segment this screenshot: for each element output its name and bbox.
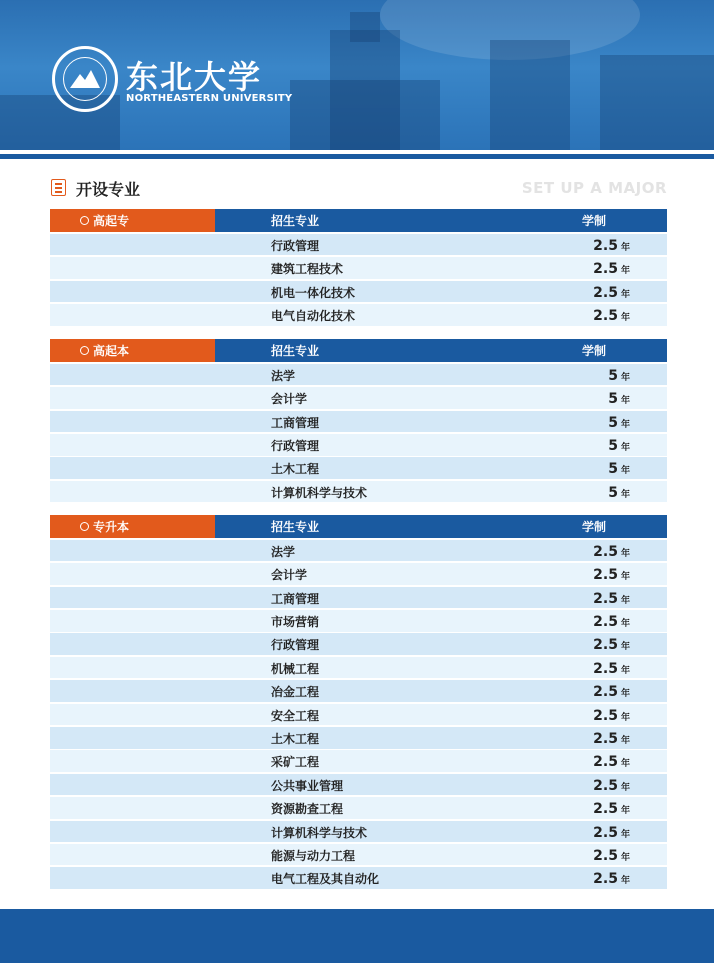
duration-value: 5 — [608, 484, 618, 501]
duration-value: 2.5 — [593, 237, 618, 254]
program-tag-label: 高起本 — [93, 344, 130, 358]
study-duration — [550, 775, 630, 794]
major-name: 安全工程 — [271, 708, 320, 723]
major-name: 能源与动力工程 — [271, 848, 356, 863]
program-table-gaoqiben — [50, 339, 667, 502]
study-duration — [550, 235, 630, 254]
major-name: 市场营销 — [271, 615, 320, 630]
duration-value: 2.5 — [593, 871, 618, 888]
table-row — [50, 257, 667, 279]
major-name: 冶金工程 — [271, 685, 320, 700]
study-duration — [550, 705, 630, 724]
duration-unit: 年 — [620, 642, 630, 653]
duration-value: 2.5 — [593, 284, 618, 301]
major-name: 会计学 — [271, 568, 308, 583]
study-duration — [550, 798, 630, 817]
study-duration — [550, 541, 630, 560]
duration-unit: 年 — [620, 289, 630, 300]
logo-mountain-emblem — [63, 57, 107, 101]
table-row — [50, 727, 667, 749]
table-row — [50, 774, 667, 796]
duration-unit: 年 — [620, 689, 630, 700]
table-row — [50, 540, 667, 562]
section-title-en: SET UP A MAJOR — [521, 179, 667, 197]
duration-value: 2.5 — [593, 637, 618, 654]
duration-value: 5 — [608, 461, 618, 478]
study-duration — [550, 435, 630, 454]
study-duration — [550, 458, 630, 477]
major-name: 机电一体化技术 — [271, 285, 356, 300]
study-duration — [550, 258, 630, 277]
major-name: 法学 — [271, 544, 296, 559]
table-body — [50, 364, 667, 502]
column-major: 招生专业 — [271, 344, 320, 358]
study-duration — [550, 564, 630, 583]
program-tag-label: 高起专 — [93, 214, 130, 228]
major-name: 会计学 — [271, 392, 308, 407]
duration-value: 2.5 — [593, 777, 618, 794]
study-duration — [550, 751, 630, 770]
table-row — [50, 587, 667, 609]
duration-unit: 年 — [620, 419, 630, 430]
duration-unit: 年 — [620, 548, 630, 559]
table-row — [50, 750, 667, 772]
major-name: 行政管理 — [271, 439, 320, 454]
program-tag — [50, 515, 215, 538]
duration-value: 2.5 — [593, 731, 618, 748]
study-duration — [550, 482, 630, 501]
study-duration — [550, 611, 630, 630]
duration-value: 2.5 — [593, 543, 618, 560]
duration-value: 2.5 — [593, 261, 618, 278]
duration-unit: 年 — [620, 466, 630, 477]
table-body — [50, 540, 667, 889]
duration-value: 5 — [608, 391, 618, 408]
program-table-gaoqizhuan — [50, 209, 667, 326]
duration-value: 5 — [608, 438, 618, 455]
table-row — [50, 364, 667, 386]
duration-value: 2.5 — [593, 847, 618, 864]
duration-value: 2.5 — [593, 707, 618, 724]
header-banner — [0, 0, 714, 150]
duration-unit: 年 — [620, 396, 630, 407]
duration-unit: 年 — [620, 443, 630, 454]
list-icon — [51, 179, 66, 196]
table-row — [50, 633, 667, 655]
study-duration — [550, 305, 630, 324]
program-tag-label: 专升本 — [93, 520, 130, 534]
duration-unit: 年 — [620, 595, 630, 606]
duration-value: 2.5 — [593, 614, 618, 631]
table-body — [50, 234, 667, 326]
duration-value: 5 — [608, 367, 618, 384]
column-years: 学制 — [582, 214, 607, 228]
duration-value: 5 — [608, 414, 618, 431]
duration-unit: 年 — [620, 266, 630, 277]
banner-trees — [600, 55, 714, 150]
duration-unit: 年 — [620, 806, 630, 817]
circle-icon — [80, 216, 89, 225]
major-name: 机械工程 — [271, 661, 320, 676]
duration-unit: 年 — [620, 619, 630, 630]
major-name: 计算机科学与技术 — [271, 825, 368, 840]
table-row — [50, 411, 667, 433]
header-divider-blue — [0, 154, 714, 159]
table-row — [50, 610, 667, 632]
major-name: 工商管理 — [271, 591, 320, 606]
duration-unit: 年 — [620, 736, 630, 747]
duration-unit: 年 — [620, 313, 630, 324]
table-header — [50, 515, 667, 538]
study-duration — [550, 365, 630, 384]
major-name: 建筑工程技术 — [271, 262, 344, 277]
duration-unit: 年 — [620, 829, 630, 840]
duration-value: 2.5 — [593, 567, 618, 584]
major-name: 电气自动化技术 — [271, 309, 356, 324]
study-duration — [550, 588, 630, 607]
table-row — [50, 844, 667, 866]
major-name: 土木工程 — [271, 462, 320, 477]
table-row — [50, 457, 667, 479]
duration-unit: 年 — [620, 759, 630, 770]
duration-unit: 年 — [620, 852, 630, 863]
table-row — [50, 821, 667, 843]
study-duration — [550, 412, 630, 431]
table-row — [50, 281, 667, 303]
column-major: 招生专业 — [271, 520, 320, 534]
duration-unit: 年 — [620, 489, 630, 500]
table-row — [50, 563, 667, 585]
study-duration — [550, 845, 630, 864]
major-name: 行政管理 — [271, 638, 320, 653]
university-name: 东北大学 — [126, 58, 263, 96]
column-major: 招生专业 — [271, 214, 320, 228]
table-row — [50, 797, 667, 819]
table-row — [50, 867, 667, 889]
duration-unit: 年 — [620, 712, 630, 723]
table-row — [50, 387, 667, 409]
university-name-en: NORTHEASTERN UNIVERSITY — [126, 93, 293, 104]
program-table-zhuanshengben — [50, 515, 667, 889]
study-duration — [550, 728, 630, 747]
program-tag — [50, 339, 215, 362]
banner-gate-pillar — [490, 40, 570, 150]
table-row — [50, 680, 667, 702]
circle-icon — [80, 522, 89, 531]
major-name: 资源勘查工程 — [271, 802, 344, 817]
study-duration — [550, 822, 630, 841]
major-name: 公共事业管理 — [271, 778, 344, 793]
banner-building-top — [350, 12, 380, 42]
duration-unit: 年 — [620, 572, 630, 583]
duration-value: 2.5 — [593, 801, 618, 818]
table-row — [50, 657, 667, 679]
major-name: 工商管理 — [271, 415, 320, 430]
column-years: 学制 — [582, 344, 607, 358]
table-header — [50, 339, 667, 362]
program-tag — [50, 209, 215, 232]
major-name: 采矿工程 — [271, 755, 320, 770]
duration-value: 2.5 — [593, 824, 618, 841]
duration-value: 2.5 — [593, 590, 618, 607]
major-name: 行政管理 — [271, 238, 320, 253]
table-row — [50, 234, 667, 256]
footer-bar — [0, 909, 714, 963]
study-duration — [550, 868, 630, 887]
table-header — [50, 209, 667, 232]
duration-value: 2.5 — [593, 308, 618, 325]
study-duration — [550, 388, 630, 407]
duration-value: 2.5 — [593, 660, 618, 677]
study-duration — [550, 681, 630, 700]
major-name: 电气工程及其自动化 — [271, 872, 380, 887]
circle-icon — [80, 346, 89, 355]
major-name: 计算机科学与技术 — [271, 485, 368, 500]
duration-unit: 年 — [620, 782, 630, 793]
university-logo — [52, 46, 118, 112]
section-title: 开设专业 — [76, 180, 141, 199]
column-years: 学制 — [582, 520, 607, 534]
table-row — [50, 704, 667, 726]
banner-building-main — [290, 80, 440, 150]
table-row — [50, 434, 667, 456]
table-row — [50, 304, 667, 326]
duration-unit: 年 — [620, 876, 630, 887]
duration-unit: 年 — [620, 242, 630, 253]
major-name: 土木工程 — [271, 732, 320, 747]
study-duration — [550, 282, 630, 301]
study-duration — [550, 658, 630, 677]
duration-unit: 年 — [620, 372, 630, 383]
study-duration — [550, 634, 630, 653]
duration-value: 2.5 — [593, 754, 618, 771]
major-name: 法学 — [271, 368, 296, 383]
table-row — [50, 481, 667, 503]
duration-value: 2.5 — [593, 684, 618, 701]
duration-unit: 年 — [620, 665, 630, 676]
